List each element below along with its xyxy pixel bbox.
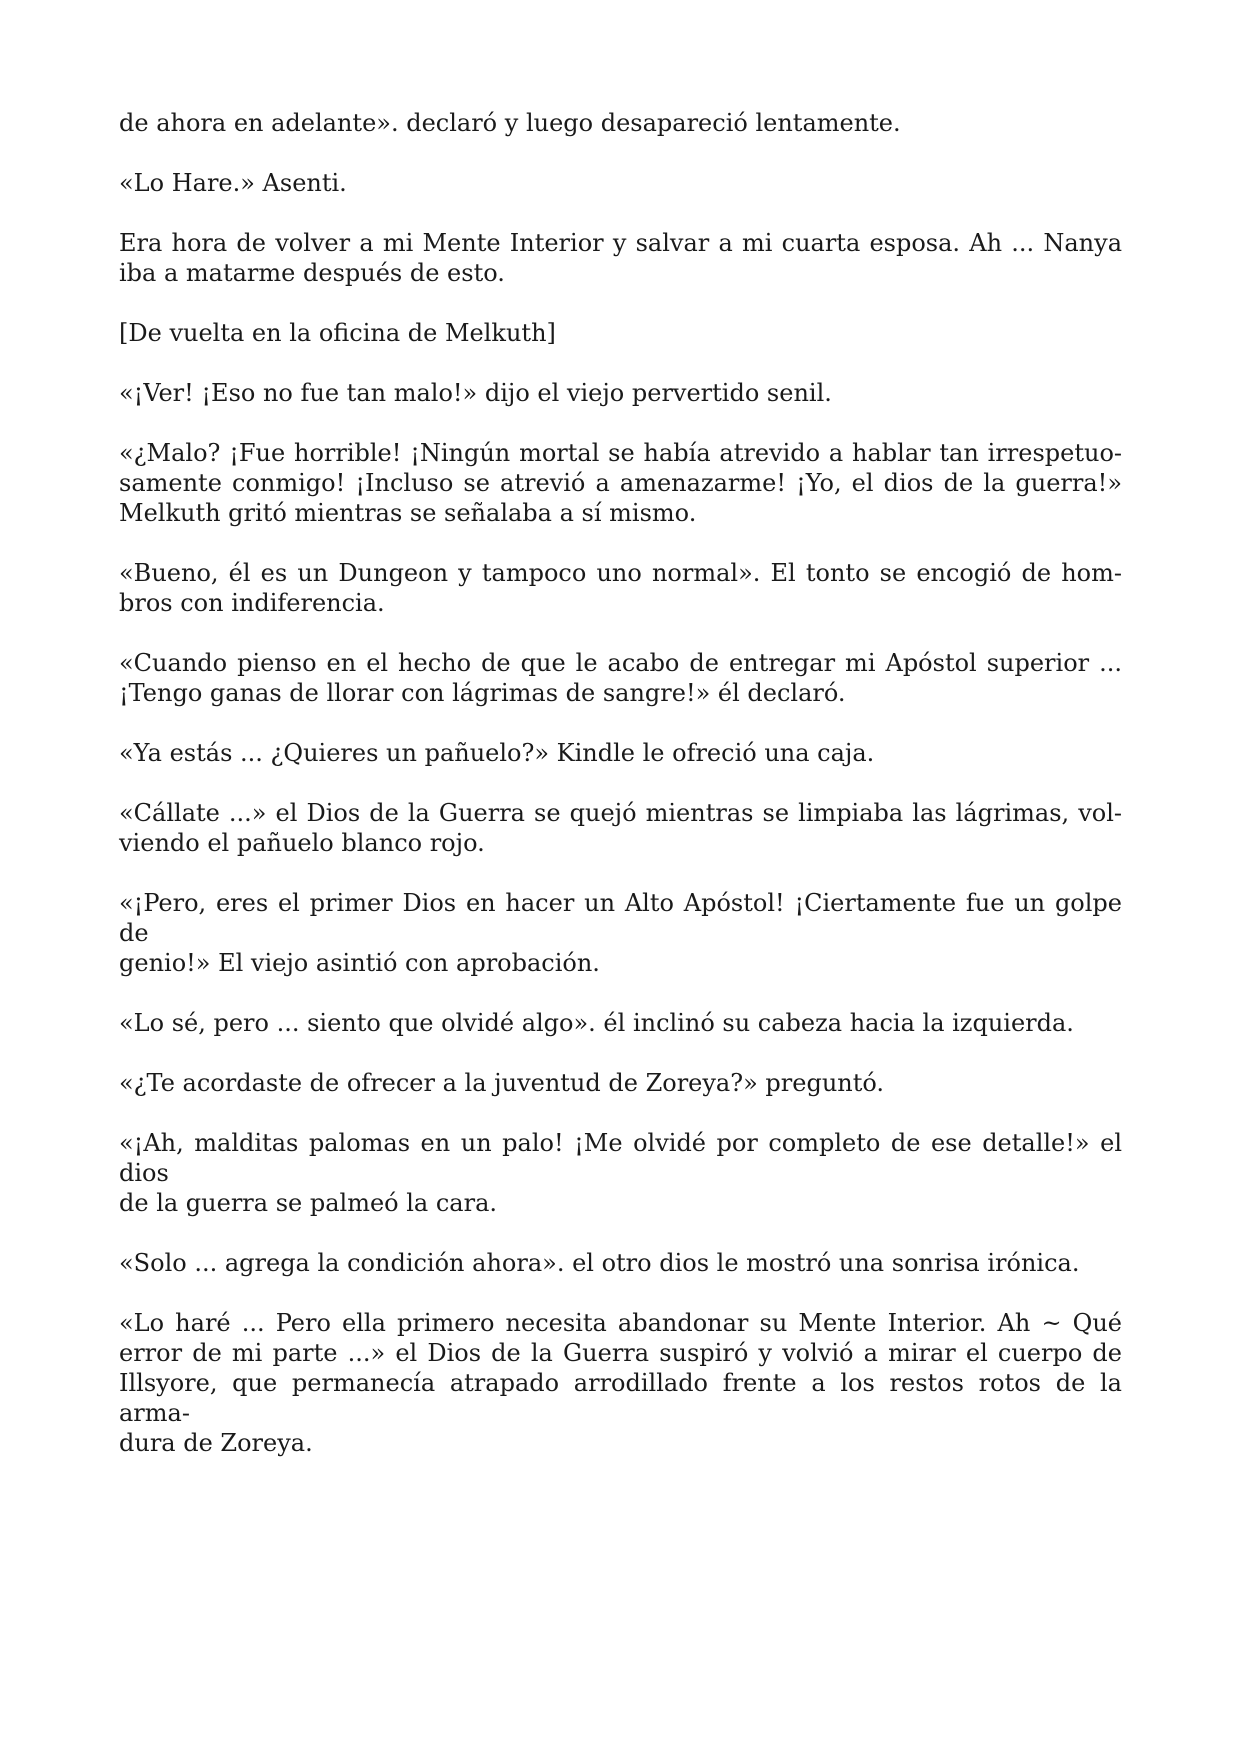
paragraph — [119, 378, 1122, 408]
paragraph — [119, 738, 1122, 768]
body-text — [119, 108, 1122, 1488]
paragraph — [119, 1008, 1122, 1038]
paragraph-line: «Cuando pienso en el hecho de que le acabo de entregar mi Apóstol superior ... — [119, 649, 1122, 677]
paragraph — [119, 798, 1122, 858]
paragraph-line: «Lo sé, pero ... siento que olvidé algo». él inclinó su cabeza hacia la izquierda. — [119, 1009, 1074, 1037]
paragraph — [119, 558, 1122, 618]
paragraph-line: «Bueno, él es un Dungeon y tampoco uno normal». El tonto se encogió de hom- — [119, 559, 1122, 587]
paragraph-line: «Cállate ...» el Dios de la Guerra se quejó mientras se limpiaba las lágrimas, vol- — [119, 799, 1122, 827]
paragraph-line: «¿Te acordaste de ofrecer a la juventud de Zoreya?» preguntó. — [119, 1069, 885, 1097]
paragraph — [119, 1248, 1122, 1278]
paragraph-line: Era hora de volver a mi Mente Interior y salvar a mi cuarta esposa. Ah ... Nanya — [119, 229, 1122, 257]
paragraph — [119, 1128, 1122, 1218]
paragraph-line: «¡Ah, malditas palomas en un palo! ¡Me olvidé por completo de ese detalle!» el dios — [119, 1129, 1122, 1187]
paragraph-line: [De vuelta en la oficina de Melkuth] — [119, 319, 556, 347]
paragraph-line: «Solo ... agrega la condición ahora». el otro dios le mostró una sonrisa irónica. — [119, 1249, 1080, 1277]
paragraph-line: «Lo Hare.» Asenti. — [119, 169, 347, 197]
paragraph-line: dura de Zoreya. — [119, 1429, 313, 1457]
paragraph-line: «¿Malo? ¡Fue horrible! ¡Ningún mortal se había atrevido a hablar tan irrespetuo- — [119, 439, 1122, 467]
paragraph — [119, 438, 1122, 528]
paragraph-line: «Ya estás ... ¿Quieres un pañuelo?» Kindle le ofreció una caja. — [119, 739, 875, 767]
paragraph — [119, 318, 1122, 348]
paragraph-line: samente conmigo! ¡Incluso se atrevió a amenazarme! ¡Yo, el dios de la guerra!» — [119, 469, 1122, 497]
paragraph — [119, 1308, 1122, 1458]
paragraph-line: ¡Tengo ganas de llorar con lágrimas de sangre!» él declaró. — [119, 679, 846, 707]
paragraph-line: error de mi parte ...» el Dios de la Guerra suspiró y volvió a mirar el cuerpo de — [119, 1339, 1122, 1367]
paragraph-line: «Lo haré ... Pero ella primero necesita abandonar su Mente Interior. Ah ~ Qué — [119, 1309, 1122, 1337]
paragraph — [119, 888, 1122, 978]
paragraph — [119, 168, 1122, 198]
paragraph-line: Melkuth gritó mientras se señalaba a sí mismo. — [119, 499, 697, 527]
paragraph-line: bros con indiferencia. — [119, 589, 385, 617]
paragraph-line: «¡Pero, eres el primer Dios en hacer un Alto Apóstol! ¡Ciertamente fue un golpe de — [119, 889, 1122, 947]
paragraph-line: genio!» El viejo asintió con aprobación. — [119, 949, 600, 977]
paragraph-line: viendo el pañuelo blanco rojo. — [119, 829, 485, 857]
paragraph-line: iba a matarme después de esto. — [119, 259, 505, 287]
paragraph — [119, 228, 1122, 288]
paragraph-line: de ahora en adelante». declaró y luego desapareció lentamente. — [119, 109, 901, 137]
paragraph — [119, 108, 1122, 138]
paragraph — [119, 648, 1122, 708]
paragraph — [119, 1068, 1122, 1098]
paragraph-line: Illsyore, que permanecía atrapado arrodillado frente a los restos rotos de la arma- — [119, 1369, 1122, 1427]
paragraph-line: «¡Ver! ¡Eso no fue tan malo!» dijo el viejo pervertido senil. — [119, 379, 832, 407]
paragraph-line: de la guerra se palmeó la cara. — [119, 1189, 498, 1217]
